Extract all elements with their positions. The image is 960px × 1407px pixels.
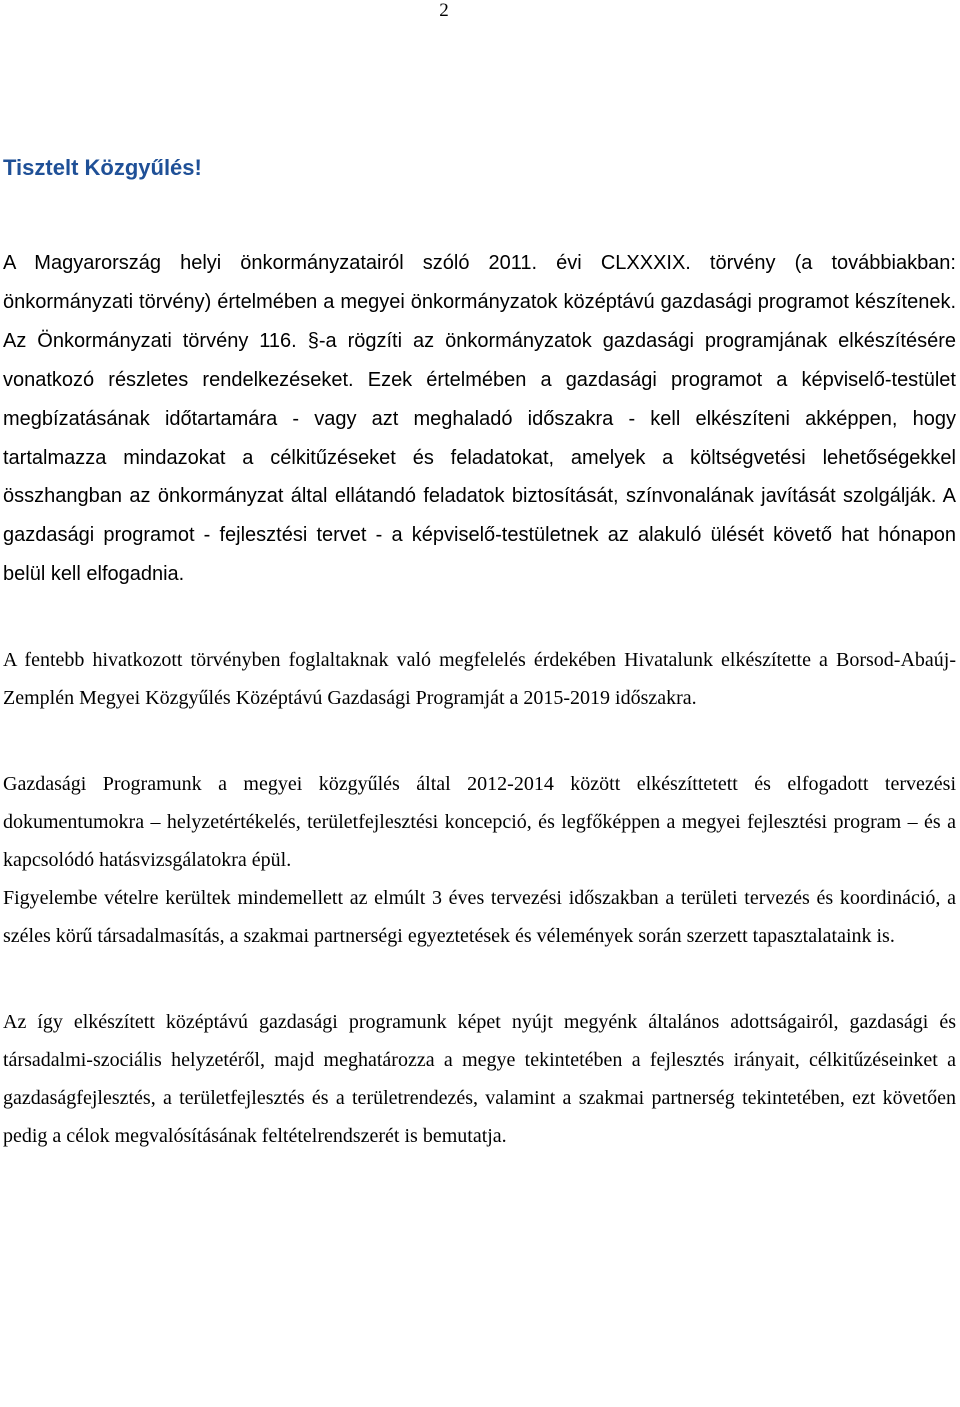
paragraph-planning-documents: Gazdasági Programunk a megyei közgyűlés által 2012-2014 között elkészíttetett és elfogadott tervezési dokumentumokra – helyzetértékelés, területfejlesztési koncepció, és legfőképpen a megyei fejlesztési program – és a kapcsolódó hatásvizsgálatokra épül. xyxy=(3,772,956,871)
paragraph-program-overview: Az így elkészített középtávú gazdasági programunk képet nyújt megyénk általános adottságairól, gazdasági és társadalmi-szociális helyzetéről, majd meghatározza a megye tekintetében a fejlesztés irányait, célkitűzéseinket a gazdaságfejlesztés, a területfejlesztés és a területrendezés, valamint a szakmai partnerség tekintetében, ezt követően pedig a célok megvalósításának feltételrendszerét is bemutatja. xyxy=(3,1010,956,1148)
paragraph-experiences: Figyelembe vételre kerültek mindemellett az elmúlt 3 éves tervezési időszakban a területi tervezés és koordináció, a széles körű társadalmasítás, a szakmai partnerségi egyeztetések és vélemények során szerzett tapasztalataink is. xyxy=(3,887,956,948)
paragraph-legal-basis: A Magyarország helyi önkormányzatairól szóló 2011. évi CLXXXIX. törvény (a továbbiakban: önkormányzati törvény) értelmében a megyei önkormányzatok középtávú gazdasági programot készítenek. Az Önkormányzati törvény 116. §-a rögzíti az önkormányzatok gazdasági programjának elkészítésére vonatkozó részletes rendelkezéseket. Ezek értelmében a gazdasági programot a képviselő-testület megbízatásának időtartamára - vagy azt meghaladó időszakra - kell elkészíteni akképpen, hogy tartalmazza mindazokat a célkitűzéseket és feladatokat, amelyek a költségvetési lehetőségekkel összhangban az önkormányzat által ellátandó feladatok biztosítását, színvonalának javítását szolgálják. A gazdasági programot - fejlesztési tervet - a képviselő-testületnek az alakuló ülését követő hat hónapon belül kell elfogadnia. xyxy=(3,252,956,586)
salutation-heading: Tisztelt Közgyűlés! xyxy=(3,155,202,180)
page-number: 2 xyxy=(439,0,449,21)
document-body xyxy=(3,153,956,1155)
paragraph-program-prepared: A fentebb hivatkozott törvényben foglaltaknak való megfelelés érdekében Hivatalunk elkészítette a Borsod-Abaúj-Zemplén Megyei Közgyűlés Középtávú Gazdasági Programját a 2015-2019 időszakra. xyxy=(3,649,956,710)
